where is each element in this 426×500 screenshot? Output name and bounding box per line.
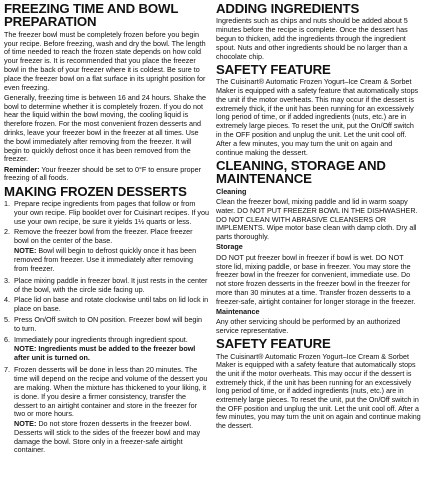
freezing-paragraph-1: The freezer bowl must be completely frozen before you begin your recipe. Before freezing, wash and dry the bowl. The length of time needed to reach the frozen state depends on how cold your freezer is. It is recommended that you place the freezer bowl in the back of your freezer where it is coldest. Be sure to place the freezer bowl on a flat surface in its upright position for even freezing. <box>4 29 206 92</box>
safety-feature-title: SAFETY FEATURE <box>216 61 331 77</box>
cleaning-label: Cleaning <box>216 186 247 196</box>
step-number: 2. <box>4 227 10 237</box>
step-item <box>4 228 209 274</box>
note-label: NOTE: <box>14 419 37 429</box>
step-text: Immediately pour ingredients through ingredient spout. <box>14 334 188 344</box>
cleaning-paragraph: Clean the freezer bowl, mixing paddle and lid in warm soapy water. DO NOT PUT FREEZER BOWL IN THE DISHWASHER. DO NOT CLEAN WITH ABRASIVE CLEANSERS OR IMPLEMENTS. Wipe motor base clean with damp cloth. Dry all parts thoroughly. <box>216 197 418 242</box>
step-number: 1. <box>4 199 10 209</box>
storage-paragraph: DO NOT put freezer bowl in freezer if bowl is wet. DO NOT store lid, mixing paddle, or base in freezer. You may store the freezer bowl in the freezer for convenient, immediate use. Do not store frozen desserts in the freezer bowl in the freezer for more than 30 minutes at a time. Transfer frozen desserts to a freezer-safe, airtight container for longer storage in the freezer. <box>216 252 416 306</box>
note-text-bold: NOTE: Ingredients must be added to the freezer bowl after unit is turned on. <box>14 344 196 363</box>
cleaning-title-line-1: CLEANING, STORAGE AND <box>216 157 386 173</box>
note-text: Do not store frozen desserts in the freezer bowl. Desserts will stick to the sides of the freezer bowl and may damage the bowl. Store only in a freezer-safe airtight container. <box>14 419 201 455</box>
step-text: Press On/Off switch to ON position. Freezer bowl will begin to turn. <box>14 315 203 333</box>
step-item <box>4 316 209 334</box>
adding-ingredients-paragraph: Ingredients such as chips and nuts should be added about 5 minutes before the recipe is complete. Once the dessert has begun to thicken, add the ingredients through the ingredient spout. Nuts and other ingredients should be no larger than a chocolate chip. <box>216 16 408 61</box>
freezing-title-line-1: FREEZING TIME AND BOWL <box>4 1 179 16</box>
left-column <box>4 2 209 459</box>
step-number: 5. <box>4 315 10 325</box>
right-column <box>216 2 421 432</box>
step-note <box>14 247 209 273</box>
freezing-paragraph-2: Generally, freezing time is between 16 and 24 hours. Shake the bowl to determine whether it is completely frozen. If you do not hear the liquid within the bowl moving, the cooling liquid is therefore frozen. For the most convenient frozen desserts and drinks, leave your freezer bowl in the freezer at all times. Use the bowl immediately after removing from the freezer. It will begin to quickly defrost once it has been removed from the freezer. <box>4 92 207 164</box>
storage-label: Storage <box>216 242 243 252</box>
step-number: 4. <box>4 295 10 305</box>
safety-feature-repeat-paragraph: The Cuisinart® Automatic Frozen Yogurt–Ice Cream & Sorbet Maker is equipped with a safety feature that automatically stops the unit if the motor overheats. This may occur if the dessert is extremely thick, if the unit has been running for an excessively long period of time, or if added ingredients (nuts, etc.) are in extremely large pieces. To reset the unit, put the On/Off switch in the OFF position and unplug the unit. Let the unit cool off. After a few minutes, you may turn the unit on again and continue making the dessert. <box>216 352 421 430</box>
step-number: 3. <box>4 275 10 285</box>
adding-ingredients-title: ADDING INGREDIENTS <box>216 1 360 16</box>
step-item <box>4 200 209 226</box>
cleaning-title <box>216 159 421 186</box>
step-item <box>4 366 209 456</box>
step-text: Frozen desserts will be done in less than 20 minutes. The time will depend on the recipe and volume of the dessert you are making. When the mixture has thickened to your liking, it is done. If you desire a firmer consistency, transfer the dessert to an airtight container and store in the freezer for two or more hours. <box>14 365 208 419</box>
cleaning-title-line-2: MAINTENANCE <box>216 171 312 187</box>
freezing-title-line-2: PREPARATION <box>4 14 97 30</box>
step-item <box>4 277 209 295</box>
maintenance-paragraph: Any other servicing should be performed by an authorized service representative. <box>216 317 401 335</box>
reminder-text: Your freezer should be set to 0°F to ensure proper freezing of all foods. <box>4 164 202 183</box>
freezing-title <box>4 2 209 29</box>
step-text: Place lid on base and rotate clockwise until tabs on lid lock in place on base. <box>14 295 209 314</box>
step-text: Prepare recipe ingredients from pages that follow or from your own recipe. Flip booklet over for Cuisinart recipes. If you use your own recipe, be sure it yields 1½ quarts or less. <box>14 199 209 226</box>
step-text: Place mixing paddle in freezer bowl. It just rests in the center of the bowl, with the circle side facing up. <box>14 275 208 294</box>
reminder-label: Reminder: <box>4 164 40 174</box>
note-label: NOTE: <box>14 246 37 256</box>
maintenance-label: Maintenance <box>216 306 260 316</box>
safety-feature-repeat-title: SAFETY FEATURE <box>216 336 331 352</box>
step-item <box>4 296 209 314</box>
step-item <box>4 336 209 365</box>
making-desserts-title: MAKING FROZEN DESSERTS <box>4 183 187 199</box>
safety-feature-paragraph: The Cuisinart® Automatic Frozen Yogurt–Ice Cream & Sorbet Maker is equipped with a safety feature that automatically stops the unit if the motor overheats. This may occur if the dessert is extremely thick, if the unit has been running for an excessively long period of time, or if added ingredients (nuts, etc.) are in extremely large pieces. To reset the unit, put the On/Off switch in the OFF position and unplug the unit. Let the unit cool off. After a few minutes, you may turn the unit on again and continue making the dessert. <box>216 77 419 157</box>
step-note <box>14 420 209 455</box>
step-number: 7. <box>4 365 10 375</box>
note-text: Bowl will begin to defrost quickly once it has been removed from freezer. Use it immediately after removing from freezer. <box>14 246 197 273</box>
reminder-paragraph <box>4 166 209 184</box>
step-text: Remove the freezer bowl from the freezer. Place freezer bowl on the center of the base. <box>14 227 193 246</box>
step-note <box>14 345 209 363</box>
steps-list <box>4 200 209 457</box>
step-number: 6. <box>4 334 10 344</box>
